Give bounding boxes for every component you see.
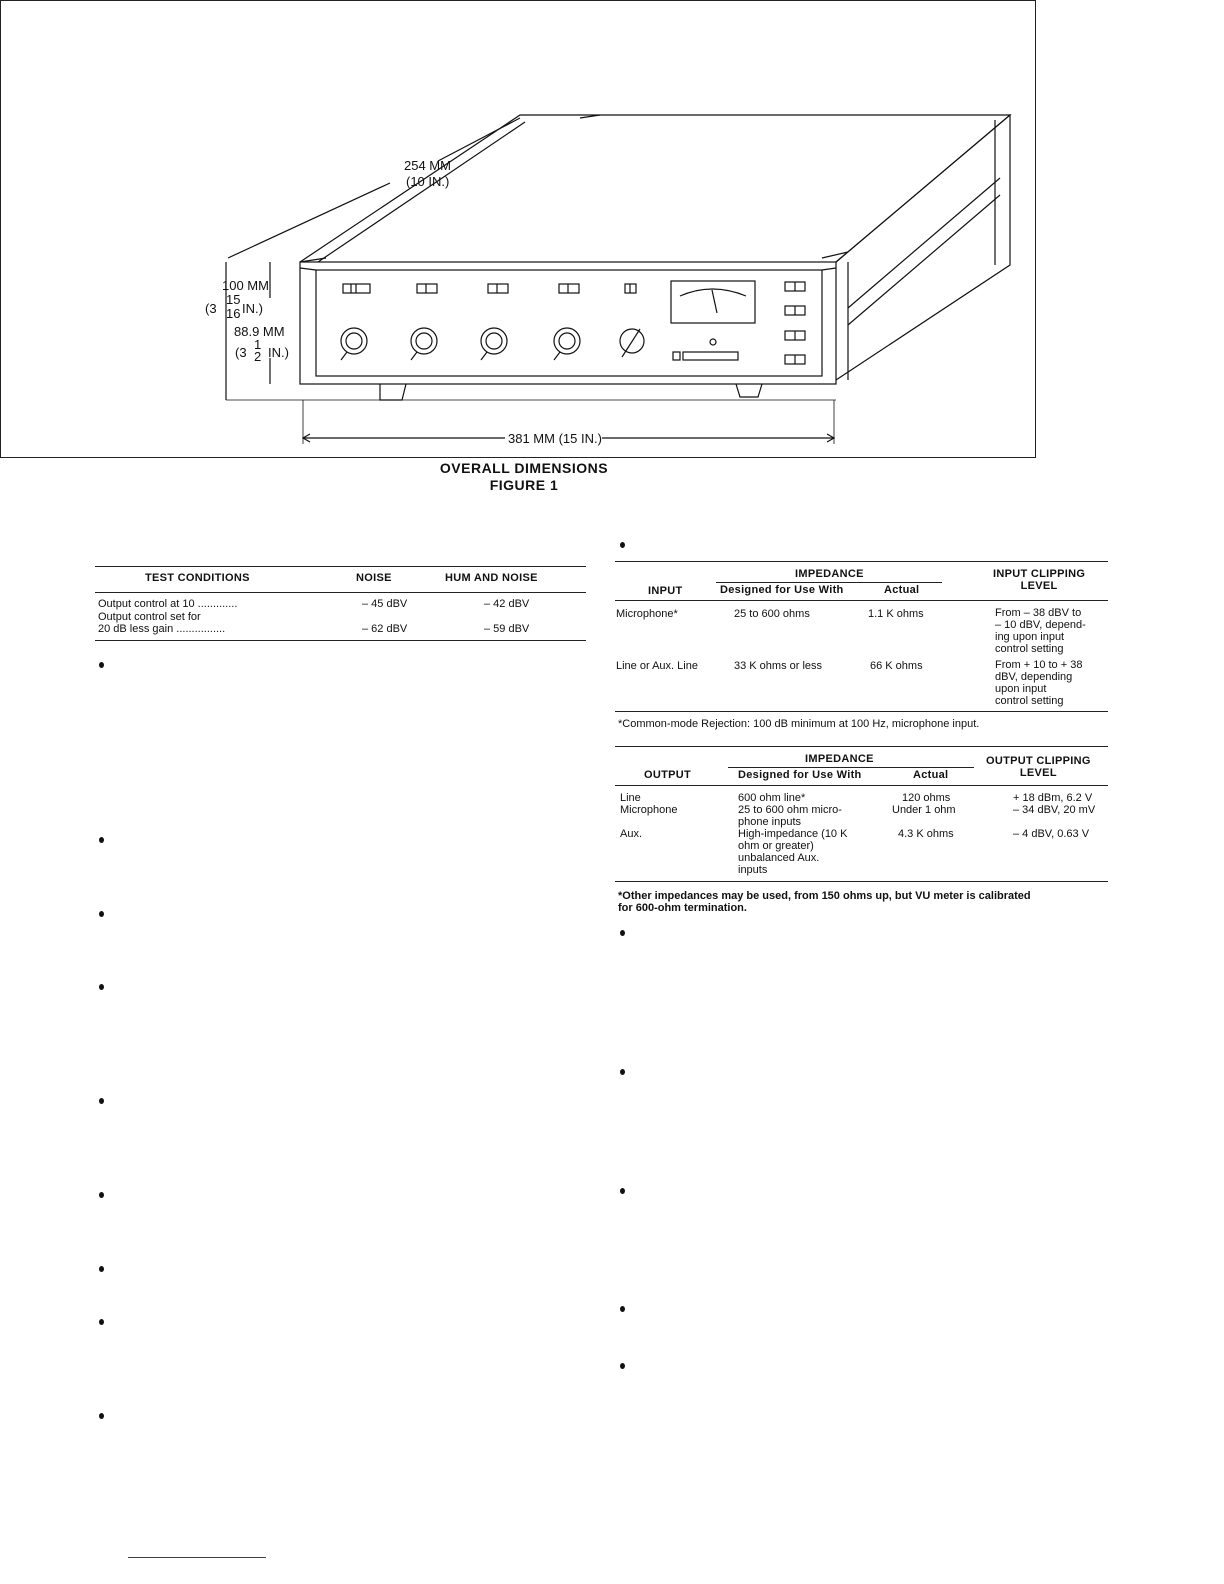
noise-row2-noise: – 62 dBV	[362, 623, 408, 635]
input-header-actual: Actual	[884, 584, 920, 596]
output-row1-output: Line	[620, 792, 641, 804]
height2-dimension-in-unit: IN.)	[268, 345, 289, 360]
noise-row1-hum: – 42 dBV	[484, 598, 530, 610]
output-row1-actual: 120 ohms	[902, 792, 951, 804]
bullet-marker	[99, 1192, 104, 1198]
input-row2-clip: From + 10 to + 38 dBV, depending upon input control setting	[995, 659, 1083, 707]
bullet-marker	[99, 662, 104, 668]
bullet-marker	[99, 1319, 104, 1325]
bullet-marker	[620, 930, 625, 936]
bullet-marker	[620, 1069, 625, 1075]
input-header-input: INPUT	[648, 585, 683, 597]
noise-row2-hum: – 59 dBV	[484, 623, 530, 635]
output-table-header-rule	[615, 785, 1108, 786]
height1-dimension-in: (3	[205, 301, 217, 316]
bullet-marker	[99, 984, 104, 990]
noise-table-top-rule	[95, 566, 586, 567]
output-impedance-rule	[728, 767, 974, 768]
noise-header-conditions: TEST CONDITIONS	[145, 572, 250, 584]
depth-dimension-in: (10 IN.)	[406, 174, 450, 189]
input-row1-designed: 25 to 600 ohms	[734, 608, 810, 620]
output-row2-actual: Under 1 ohm	[892, 804, 956, 816]
input-row1-clip: From – 38 dBV to – 10 dBV, depend- ing upon input control setting	[995, 607, 1086, 655]
noise-header-hum: HUM AND NOISE	[445, 572, 538, 584]
input-header-clip: INPUT CLIPPING LEVEL	[993, 568, 1086, 592]
input-header-designed: Designed for Use With	[720, 584, 844, 596]
height1-dimension-mm: 100 MM	[222, 278, 269, 293]
input-header-impedance: IMPEDANCE	[795, 568, 864, 580]
output-header-designed: Designed for Use With	[738, 769, 862, 781]
input-table-footnote: *Common-mode Rejection: 100 dB minimum at 100 Hz, microphone input.	[618, 718, 980, 730]
input-impedance-rule	[716, 582, 942, 583]
noise-header-noise: NOISE	[356, 572, 392, 584]
bullet-marker	[99, 1413, 104, 1419]
depth-dimension-mm: 254 MM	[404, 158, 451, 173]
height1-dimension-in-unit: IN.)	[242, 301, 263, 316]
height1-fraction-num: 15	[226, 292, 241, 307]
input-row2-actual: 66 K ohms	[870, 660, 923, 672]
noise-row1-noise: – 45 dBV	[362, 598, 408, 610]
bullet-marker	[99, 1098, 104, 1104]
output-row3-clip: – 4 dBV, 0.63 V	[1013, 828, 1090, 840]
bullet-marker	[99, 1266, 104, 1272]
bullet-marker	[99, 911, 104, 917]
height2-fraction-den: 2	[254, 349, 262, 364]
bullet-marker	[620, 1306, 625, 1312]
bullet-marker	[99, 837, 104, 843]
figure-caption-number: FIGURE 1	[489, 477, 559, 493]
output-row2-output: Microphone	[620, 804, 678, 816]
output-header-output: OUTPUT	[644, 769, 692, 781]
footnote-separator-line	[128, 1557, 266, 1558]
output-row2-designed: 25 to 600 ohm micro- phone inputs	[738, 804, 842, 828]
input-table-bottom-rule	[615, 711, 1108, 712]
output-table-footnote: *Other impedances may be used, from 150 ohms up, but VU meter is calibrated for 600-ohm termination.	[618, 890, 1031, 914]
output-row3-designed: High-impedance (10 K ohm or greater) unbalanced Aux. inputs	[738, 828, 848, 876]
output-row1-clip: + 18 dBm, 6.2 V	[1013, 792, 1093, 804]
output-table-bottom-rule	[615, 881, 1108, 882]
noise-table-bottom-rule	[95, 640, 586, 641]
input-row2-designed: 33 K ohms or less	[734, 660, 823, 672]
height1-fraction-den: 16	[226, 306, 241, 321]
output-header-impedance: IMPEDANCE	[805, 753, 874, 765]
bullet-marker	[620, 1363, 625, 1369]
bullet-marker	[620, 1188, 625, 1194]
mixer-dimension-drawing	[0, 0, 1224, 520]
input-row2-input: Line or Aux. Line	[616, 660, 698, 672]
height2-fraction-num: 1	[254, 337, 262, 352]
output-header-actual: Actual	[913, 769, 949, 781]
noise-table-header-rule	[95, 592, 586, 593]
noise-row1-condition: Output control at 10 .............	[98, 598, 238, 610]
noise-row2-condition: Output control set for 20 dB less gain ................	[98, 611, 226, 635]
height2-dimension-in: (3	[235, 345, 247, 360]
figure-caption-title: OVERALL DIMENSIONS	[439, 460, 609, 476]
bullet-marker	[620, 542, 625, 548]
width-dimension: 381 MM (15 IN.)	[508, 431, 602, 446]
output-header-clip: OUTPUT CLIPPING LEVEL	[986, 755, 1091, 779]
output-row1-designed: 600 ohm line*	[738, 792, 806, 804]
output-table-top-rule	[615, 746, 1108, 747]
output-row3-actual: 4.3 K ohms	[898, 828, 954, 840]
input-row1-actual: 1.1 K ohms	[868, 608, 924, 620]
output-row2-clip: – 34 dBV, 20 mV	[1013, 804, 1096, 816]
output-row3-output: Aux.	[620, 828, 643, 840]
height2-dimension-mm: 88.9 MM	[234, 324, 285, 339]
input-row1-input: Microphone*	[616, 608, 678, 620]
input-table-top-rule	[615, 561, 1108, 562]
input-table-header-rule	[615, 600, 1108, 601]
